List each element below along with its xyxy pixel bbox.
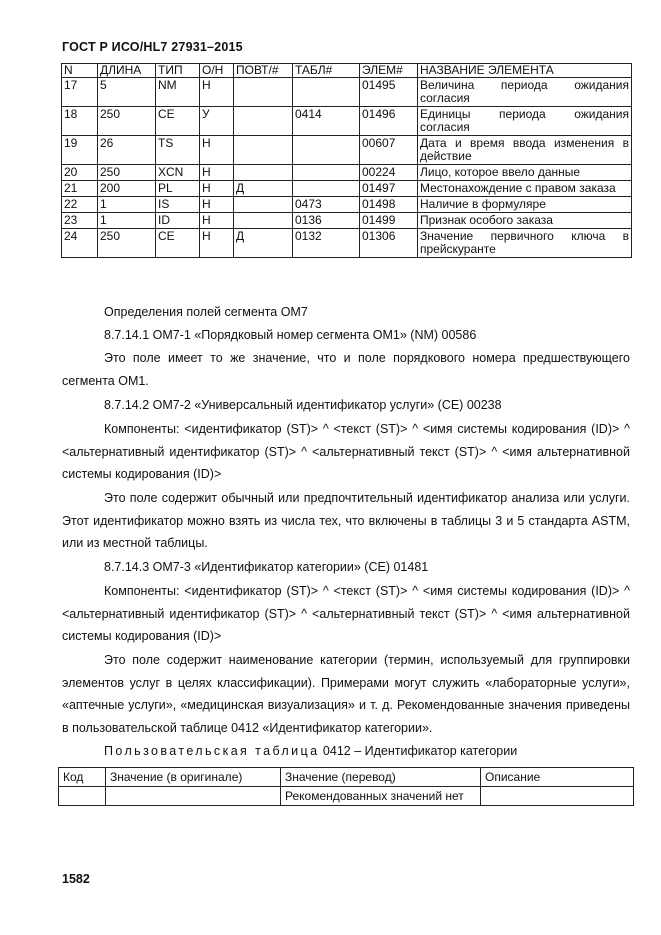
col-header: ПОВТ/#: [234, 64, 293, 78]
col-header: ТИП: [156, 64, 200, 78]
cell: Значение первичного ключа в прейскуранте: [418, 229, 632, 258]
cell: 24: [62, 229, 98, 258]
col-header: ЭЛЕМ#: [360, 64, 418, 78]
col-header: НАЗВАНИЕ ЭЛЕМЕНТА: [418, 64, 632, 78]
cell: [234, 213, 293, 229]
document-header: ГОСТ Р ИСО/HL7 27931–2015: [62, 40, 243, 54]
col-header: N: [62, 64, 98, 78]
cell: Лицо, которое ввело данные: [418, 165, 632, 181]
cell: 17: [62, 78, 98, 107]
cell: [234, 165, 293, 181]
col-header: Значение (в оригинале): [106, 768, 281, 787]
cell: Д: [234, 229, 293, 258]
cell: IS: [156, 197, 200, 213]
cell: Н: [200, 136, 234, 165]
cell: [293, 78, 360, 107]
field-heading: [62, 556, 630, 579]
section-heading: [62, 301, 630, 324]
cell: XCN: [156, 165, 200, 181]
cell: 01498: [360, 197, 418, 213]
cell: [234, 107, 293, 136]
cell: CE: [156, 107, 200, 136]
col-header: О/Н: [200, 64, 234, 78]
cell: [293, 165, 360, 181]
paragraph: [62, 649, 630, 739]
cell: 26: [98, 136, 156, 165]
cell: 01497: [360, 181, 418, 197]
cell: CE: [156, 229, 200, 258]
cell: У: [200, 107, 234, 136]
cell: 01306: [360, 229, 418, 258]
cell: NM: [156, 78, 200, 107]
table-row: [62, 136, 632, 165]
cell: 18: [62, 107, 98, 136]
cell: ID: [156, 213, 200, 229]
cell: [481, 787, 634, 806]
paragraph: [62, 580, 630, 648]
col-header: ТАБЛ#: [293, 64, 360, 78]
paragraph: [62, 347, 630, 392]
paragraph-text: Компоненты: <идентификатор (ST)> ^ <текст (ST)> ^ <имя системы кодирования (ID)> ^ <альтернативный идентификатор (ST)> ^ <альтернативный текст (ST)> ^ <имя альтернативной системы кодирования (ID)>: [62, 584, 630, 643]
paragraph-text: Это поле имеет то же значение, что и поле порядкового номера предшествующего сегмента OM1.: [62, 351, 630, 388]
table-row: [62, 107, 632, 136]
paragraph: [62, 487, 630, 555]
paragraph-text: 8.7.14.3 OM7-3 «Идентификатор категории» (CE) 01481: [104, 560, 429, 574]
cell: 250: [98, 107, 156, 136]
cell: [234, 78, 293, 107]
paragraph: [62, 418, 630, 486]
cell: Н: [200, 78, 234, 107]
cell: Местонахождение с правом заказа: [418, 181, 632, 197]
cell: [106, 787, 281, 806]
table-row: [62, 197, 632, 213]
cell: Дата и время ввода изменения в действие: [418, 136, 632, 165]
table-caption: [62, 740, 630, 763]
cell: Н: [200, 165, 234, 181]
cell: Наличие в формуляре: [418, 197, 632, 213]
table-row: [59, 787, 634, 806]
page-number: 1582: [62, 872, 90, 886]
segment-fields-table: [61, 63, 632, 258]
caption-label: Пользовательская таблица: [104, 744, 320, 758]
cell: Н: [200, 197, 234, 213]
col-header: ДЛИНА: [98, 64, 156, 78]
cell: 01499: [360, 213, 418, 229]
cell: 00224: [360, 165, 418, 181]
caption-text: 0412 – Идентификатор категории: [322, 744, 518, 758]
cell: [59, 787, 106, 806]
category-table: [58, 767, 634, 806]
cell: 1: [98, 197, 156, 213]
cell: Н: [200, 213, 234, 229]
cell: Д: [234, 181, 293, 197]
cell: 01496: [360, 107, 418, 136]
field-heading: [62, 394, 630, 417]
paragraph-text: 8.7.14.2 OM7-2 «Универсальный идентификатор услуги» (CE) 00238: [104, 398, 502, 412]
table-row: [62, 165, 632, 181]
cell: 200: [98, 181, 156, 197]
cell: 20: [62, 165, 98, 181]
cell: 0136: [293, 213, 360, 229]
cell: Величина периода ожидания согласия: [418, 78, 632, 107]
paragraph-text: 8.7.14.1 OM7-1 «Порядковый номер сегмента OM1» (NM) 00586: [104, 328, 477, 342]
paragraph-text: Это поле содержит обычный или предпочтительный идентификатор анализа или услуги. Этот идентификатор можно взять из числа тех, что включены в таблицы 3 и 5 стандарта ASTM, или из местной таблицы.: [62, 491, 630, 550]
cell: Рекомендованных значений нет: [281, 787, 481, 806]
col-header: Значение (перевод): [281, 768, 481, 787]
cell: 00607: [360, 136, 418, 165]
cell: TS: [156, 136, 200, 165]
cell: 0132: [293, 229, 360, 258]
cell: 19: [62, 136, 98, 165]
paragraph-text: Определения полей сегмента OM7: [104, 305, 308, 319]
col-header: Описание: [481, 768, 634, 787]
cell: 250: [98, 165, 156, 181]
cell: Признак особого заказа: [418, 213, 632, 229]
table-row: [62, 229, 632, 258]
cell: 23: [62, 213, 98, 229]
cell: [234, 136, 293, 165]
cell: 22: [62, 197, 98, 213]
cell: 21: [62, 181, 98, 197]
table-header-row: [62, 64, 632, 78]
cell: Н: [200, 181, 234, 197]
cell: [234, 197, 293, 213]
paragraph-text: Компоненты: <идентификатор (ST)> ^ <текст (ST)> ^ <имя системы кодирования (ID)> ^ <альтернативный идентификатор (ST)> ^ <альтернативный текст (ST)> ^ <имя альтернативной системы кодирования (ID)>: [62, 422, 630, 481]
table-row: [62, 181, 632, 197]
cell: 1: [98, 213, 156, 229]
cell: [293, 181, 360, 197]
field-heading: [62, 324, 630, 347]
cell: Н: [200, 229, 234, 258]
table-row: [62, 78, 632, 107]
cell: 250: [98, 229, 156, 258]
cell: 5: [98, 78, 156, 107]
cell: 01495: [360, 78, 418, 107]
cell: [293, 136, 360, 165]
cell: 0414: [293, 107, 360, 136]
table-header-row: [59, 768, 634, 787]
cell: Единицы периода ожидания согласия: [418, 107, 632, 136]
cell: PL: [156, 181, 200, 197]
table-row: [62, 213, 632, 229]
col-header: Код: [59, 768, 106, 787]
paragraph-text: Это поле содержит наименование категории (термин, используемый для группировки элементов услуг в целях классификации). Примерами могут служить «лабораторные услуги», «аптечные услуги», «медицинская визуализация» и т. д. Рекомендованные значения приведены в пользовательской таблице 0412 «Идентификатор категории».: [62, 653, 630, 735]
cell: 0473: [293, 197, 360, 213]
